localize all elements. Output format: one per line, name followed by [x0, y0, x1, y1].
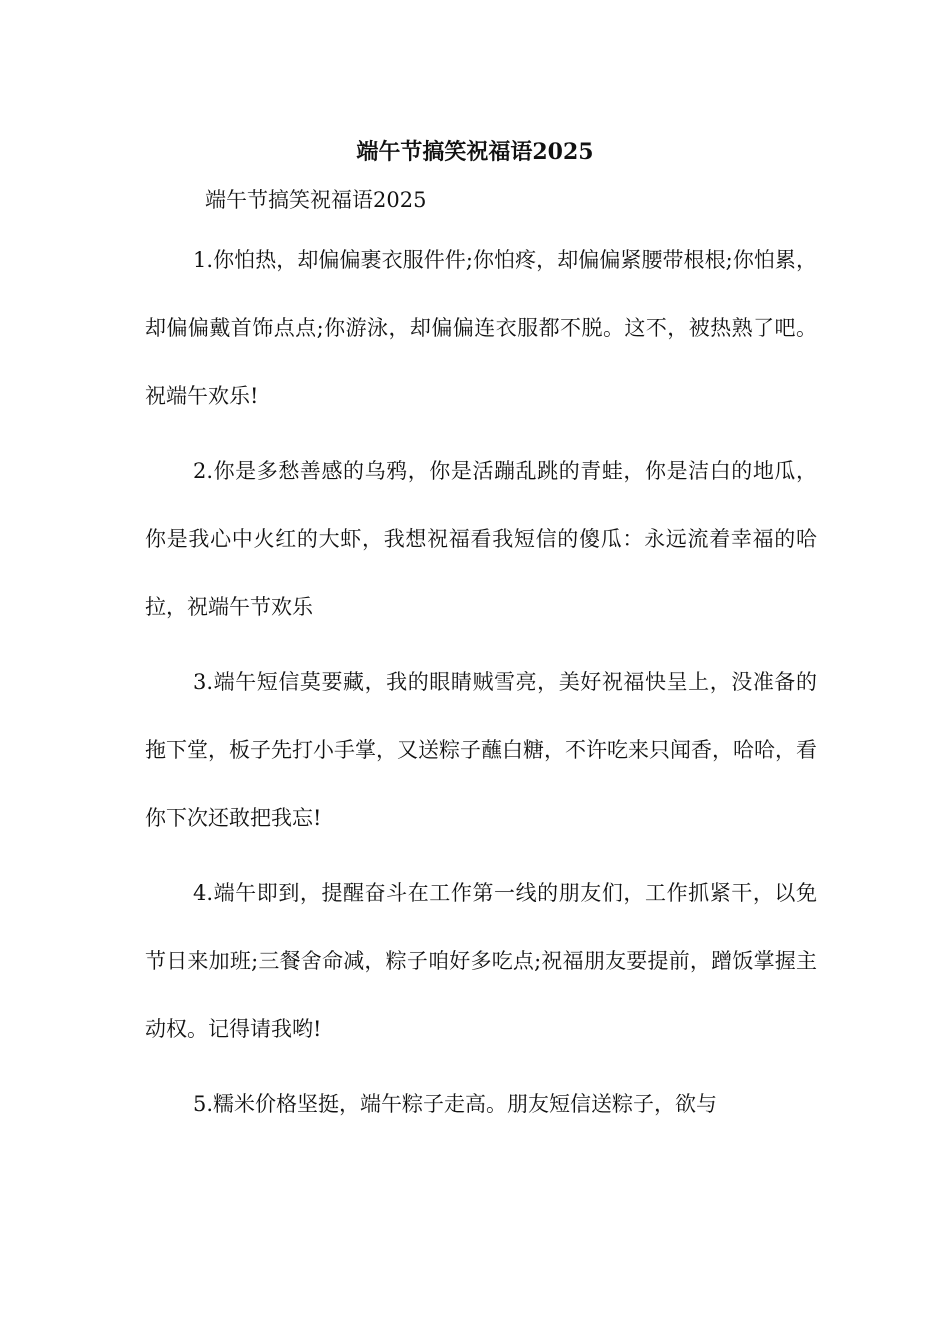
- document-body: [145, 226, 817, 1145]
- paragraph-5: 5.糯米价格坚挺，端午粽子走高。朋友短信送粽子，欲与: [193, 1092, 718, 1116]
- paragraph-3: 3.端午短信莫要藏，我的眼睛贼雪亮，美好祝福快呈上，没准备的拖下堂，板子先打小手掌，又送粽子蘸白糖，不许吃来只闻香，哈哈，看你下次还敢把我忘!: [145, 670, 817, 830]
- document-subtitle: 端午节搞笑祝福语2025: [205, 188, 427, 212]
- paragraph-2: 2.你是多愁善感的乌鸦，你是活蹦乱跳的青蛙，你是洁白的地瓜，你是我心中火红的大虾，我想祝福看我短信的傻瓜：永远流着幸福的哈拉，祝端午节欢乐: [145, 459, 817, 619]
- paragraph-4: 4.端午即到，提醒奋斗在工作第一线的朋友们，工作抓紧干，以免节日来加班;三餐舍命减，粽子咱好多吃点;祝福朋友要提前，蹭饭掌握主动权。记得请我哟!: [145, 881, 817, 1041]
- document-title: 端午节搞笑祝福语2025: [356, 139, 594, 165]
- paragraph-1: 1.你怕热，却偏偏裹衣服件件;你怕疼，却偏偏紧腰带根根;你怕累，却偏偏戴首饰点点;你游泳，却偏偏连衣服都不脱。这不，被热熟了吧。祝端午欢乐!: [145, 248, 817, 408]
